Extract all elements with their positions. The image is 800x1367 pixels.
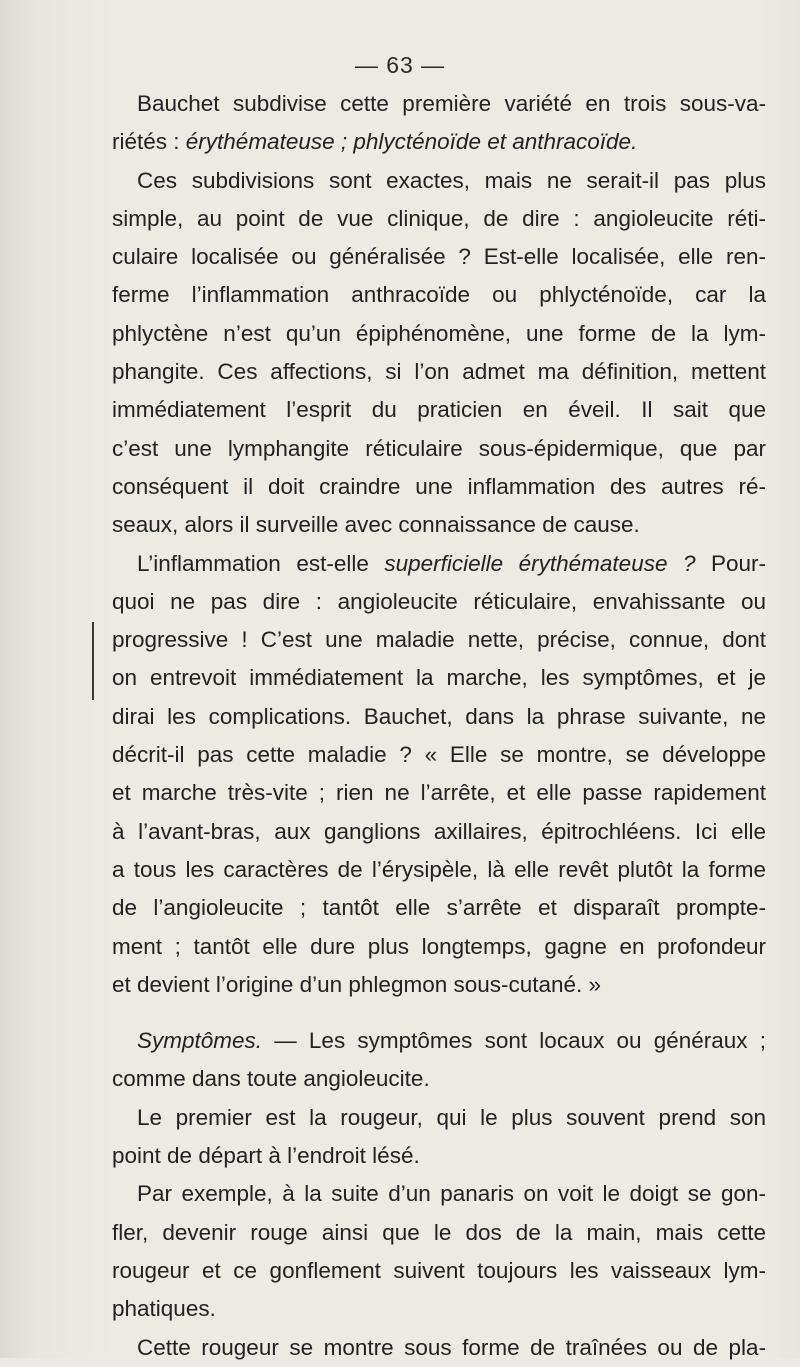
page-number: — 63 — [354,52,446,78]
text-line [112,1099,766,1137]
text-run: ferme l’inflammation anthracoïde ou phlycténoïde, car la [112,282,766,308]
text-run: seaux, alors il surveille avec connaissance de cause. [112,512,640,538]
text-run: phangite. Ces affections, si l’on admet ma définition, mettent [112,359,766,385]
text-line [112,1022,766,1060]
text-line [112,1137,766,1175]
text-run: phatiques. [112,1296,216,1322]
text-line [112,1175,766,1213]
text-line [112,928,766,966]
text-run: Le premier est la rougeur, qui le plus souvent prend son [137,1104,766,1130]
text-line [112,506,766,544]
text-run: conséquent il doit craindre une inflammation des autres ré- [112,473,766,499]
text-line [112,583,766,621]
text-run: et devient l’origine d’un phlegmon sous-cutané. » [112,971,602,997]
text-run: Par exemple, à la suite d’un panaris on voit le doigt se gon- [137,1181,766,1207]
body-text [112,85,766,1367]
italic-text-run: érythémateuse ; phlycténoïde et anthracoïde. [185,129,638,155]
text-run: on entrevoit immédiatement la marche, les symptômes, et je [112,665,766,691]
italic-text-run: Symptômes. [137,1028,263,1054]
text-line [112,813,766,851]
text-run: à l’avant-bras, aux ganglions axillaires, épitrochléens. Ici elle [112,818,766,844]
text-run: Pour- [695,550,766,576]
text-line [112,430,766,468]
text-line [112,200,766,238]
text-line [112,391,766,429]
text-run: c’est une lymphangite réticulaire sous-épidermique, que par [112,435,766,461]
text-line [112,698,766,736]
text-line [112,1214,766,1252]
text-line [112,1329,766,1367]
text-run: simple, au point de vue clinique, de dire : angioleucite réti- [112,205,766,231]
text-run: a tous les caractères de l’érysipèle, là elle revêt plutôt la forme [112,856,766,882]
text-run: dirai les complications. Bauchet, dans la phrase suivante, ne [112,703,766,729]
text-run: de l’angioleucite ; tantôt elle s’arrête et disparaît prompte- [112,895,766,921]
text-run: fler, devenir rouge ainsi que le dos de la main, mais cette [112,1219,766,1245]
text-line [112,162,766,200]
text-line [112,774,766,812]
text-line [112,315,766,353]
text-run: point de départ à l’endroit lésé. [112,1143,420,1169]
text-line [112,851,766,889]
text-run: quoi ne pas dire : angioleucite réticulaire, envahissante ou [112,588,766,614]
text-run: — Les symptômes sont locaux ou généraux ; [262,1028,766,1054]
text-run: rougeur et ce gonflement suivent toujours les vaisseaux lym- [112,1257,766,1283]
text-line [112,1060,766,1098]
text-line [112,621,766,659]
margin-mark [92,622,94,700]
text-line [112,659,766,697]
text-line [112,736,766,774]
text-line [112,889,766,927]
text-line [112,238,766,276]
text-line [112,1252,766,1290]
text-line [112,1290,766,1328]
text-run: ment ; tantôt elle dure plus longtemps, gagne en profondeur [112,933,766,959]
text-run: culaire localisée ou généralisée ? Est-elle localisée, elle ren- [112,244,766,270]
text-run: progressive ! C’est une maladie nette, précise, connue, dont [112,627,766,653]
text-line [112,85,766,123]
paragraph-gap [112,1004,766,1022]
text-line [112,468,766,506]
text-line [112,276,766,314]
text-line [112,966,766,1004]
italic-text-run: superficielle érythémateuse ? [384,550,696,576]
text-run: et marche très-vite ; rien ne l’arrête, et elle passe rapidement [112,780,766,806]
text-run: riétés : [112,129,186,155]
text-line [112,123,766,161]
text-run: Ces subdivisions sont exactes, mais ne serait-il pas plus [137,167,766,193]
text-line [112,545,766,583]
text-run: Bauchet subdivise cette première variété en trois sous-va- [137,91,766,116]
text-line [112,353,766,391]
text-run: Cette rougeur se montre sous forme de traînées ou de pla- [137,1334,766,1360]
text-run: immédiatement l’esprit du praticien en éveil. Il sait que [112,397,766,423]
text-run: L’inflammation est-elle [137,550,385,576]
text-run: phlyctène n’est qu’un épiphénomène, une forme de la lym- [112,320,766,346]
text-run: décrit-il pas cette maladie ? « Elle se montre, se développe [112,742,766,768]
text-run: comme dans toute angioleucite. [112,1066,430,1092]
